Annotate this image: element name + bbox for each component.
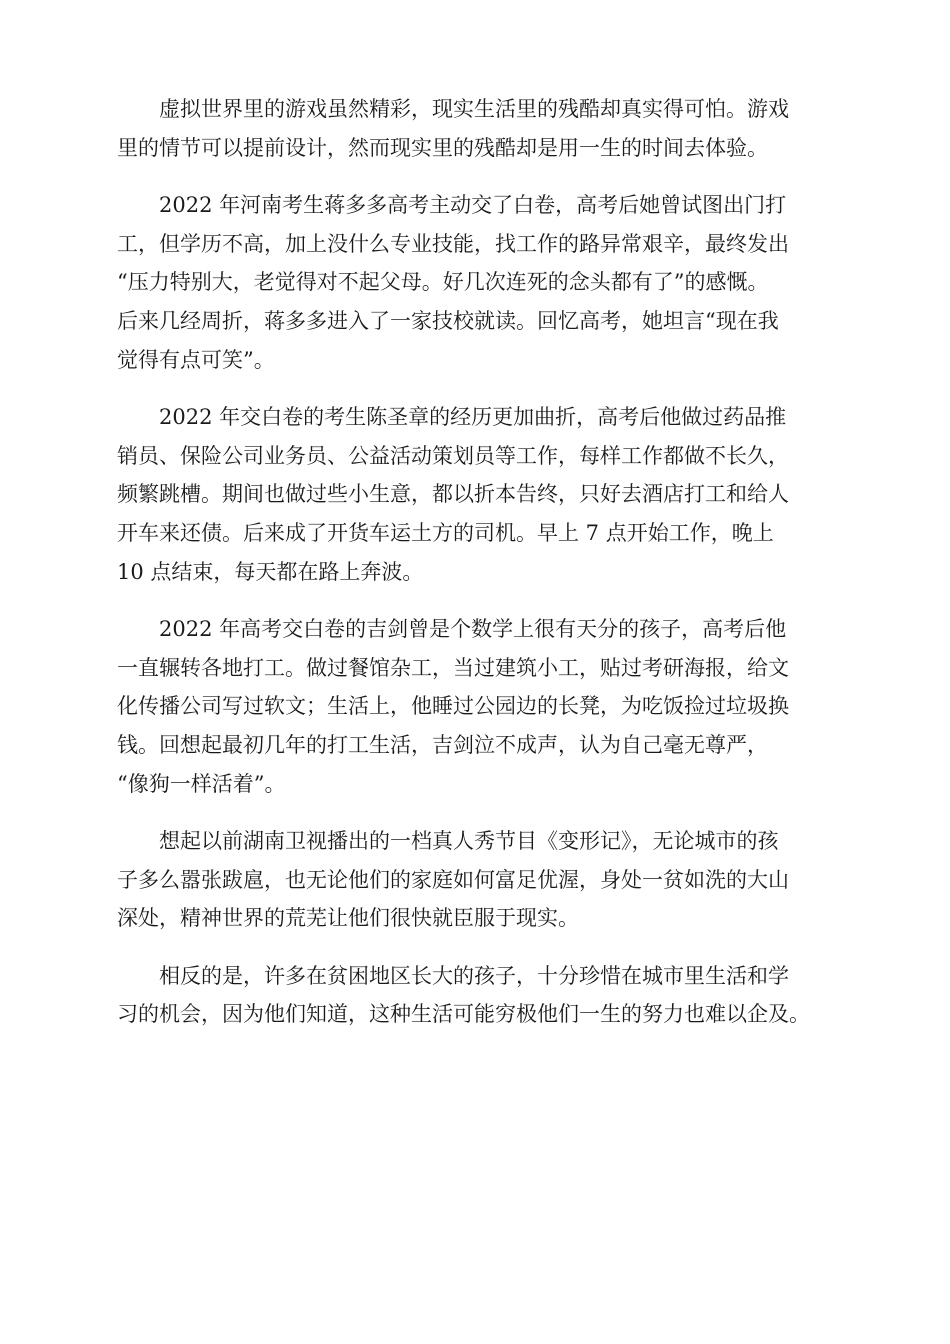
text-line: 2022 年交白卷的考生陈圣章的经历更加曲折，高考后他做过药品推: [159, 405, 787, 430]
text-line: 里的情节可以提前设计，然而现实里的残酷却是用一生的时间去体验。: [117, 135, 768, 160]
text-line: 钱。回想起最初几年的打工生活，吉剑泣不成声，认为自己毫无尊严，: [117, 732, 768, 757]
article-body: [117, 90, 847, 1053]
text-line: 虚拟世界里的游戏虽然精彩，现实生活里的残酷却真实得可怕。游戏: [159, 97, 789, 121]
paragraph-5: [117, 822, 847, 938]
text-line: 销员、保险公司业务员、公益活动策划员等工作，每样工作都做不长久，: [117, 443, 789, 468]
text-line: 想起以前湖南卫视播出的一档真人秀节目《变形记》，无论城市的孩: [159, 829, 779, 854]
text-line: 觉得有点可笑”。: [117, 347, 275, 372]
paragraph-3: [117, 398, 847, 591]
text-line: 2022 年河南考生蒋多多高考主动交了白卷，高考后她曾试图出门打: [159, 193, 787, 218]
paragraph-2: [117, 186, 847, 379]
text-line: 相反的是，许多在贫困地区长大的孩子，十分珍惜在城市里生活和学: [159, 963, 789, 988]
text-line: 一直辗转各地打工。做过餐馆杂工，当过建筑小工，贴过考研海报，给文: [117, 655, 789, 680]
text-line: 后来几经周折，蒋多多进入了一家技校就读。回忆高考，她坦言“现在我: [117, 308, 779, 333]
text-line: 2022 年高考交白卷的吉剑曾是个数学上很有天分的孩子，高考后他: [159, 617, 787, 642]
paragraph-4: [117, 610, 847, 803]
paragraph-6: [117, 957, 847, 1034]
text-line: 频繁跳槽。期间也做过些小生意，都以折本告终，只好去酒店打工和给人: [117, 482, 789, 507]
paragraph-1: [117, 90, 847, 167]
text-line: 化传播公司写过软文；生活上，他睡过公园边的长凳，为吃饭捡过垃圾换: [117, 694, 789, 719]
text-line: 开车来还债。后来成了开货车运土方的司机。早上 7 点开始工作，晚上: [117, 520, 774, 545]
text-line: 10 点结束，每天都在路上奔波。: [117, 559, 424, 584]
text-line: 深处，精神世界的荒芜让他们很快就臣服于现实。: [117, 906, 579, 931]
text-line: 习的机会，因为他们知道，这种生活可能穷极他们一生的努力也难以企及。: [117, 1002, 810, 1027]
text-line: “压力特别大，老觉得对不起父母。好几次连死的念头都有了”的感慨。: [117, 270, 769, 295]
text-line: 子多么嚣张跋扈，也无论他们的家庭如何富足优渥，身处一贫如洗的大山: [117, 867, 789, 892]
text-line: “像狗一样活着”。: [117, 771, 286, 796]
text-line: 工，但学历不高，加上没什么专业技能，找工作的路异常艰辛，最终发出: [117, 231, 789, 256]
